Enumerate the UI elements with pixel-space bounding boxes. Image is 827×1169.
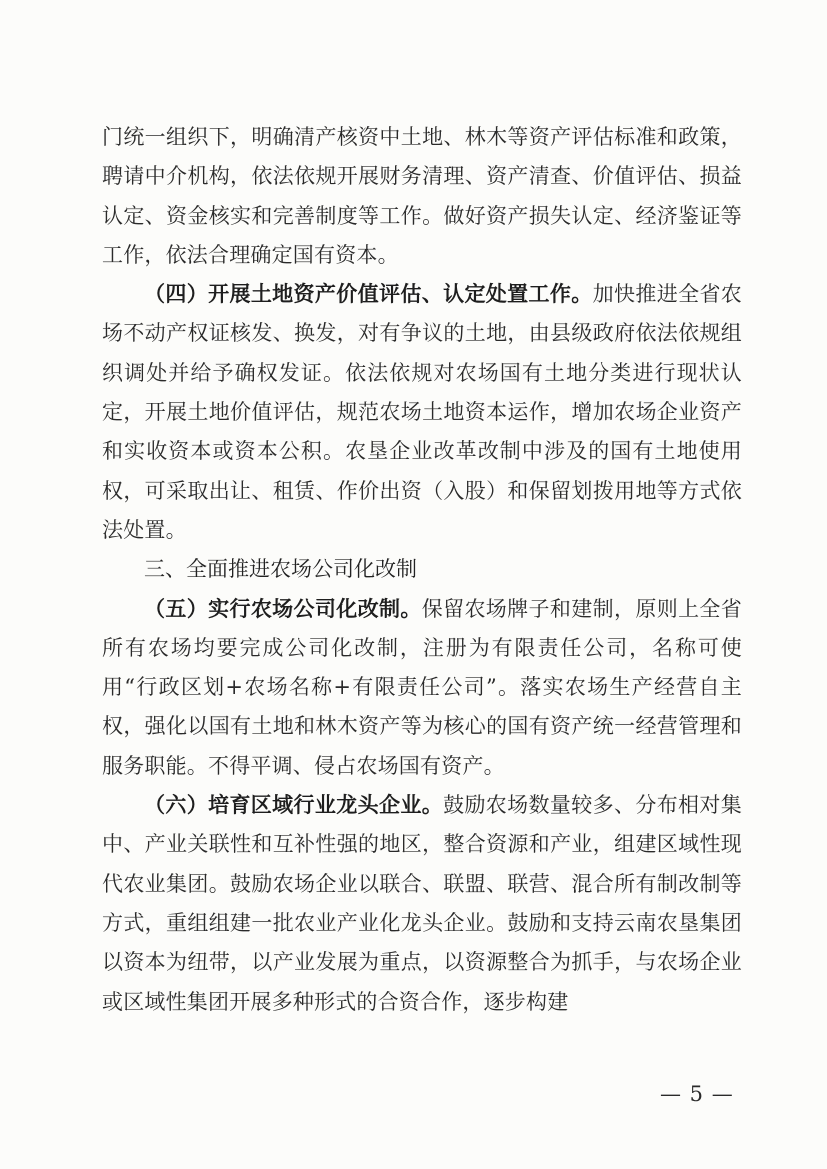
page-number: — 5 —: [660, 1082, 734, 1106]
paragraph-leading-enterprises: [102, 786, 742, 1022]
paragraph-text: 加快推进全省农场不动产权证核发、换发，对有争议的土地，由县级政府依法依规组织调处并给予确权发证。依法依规对农场国有土地分类进行现状认定，开展土地价值评估，规范农场土地资本运作，增加农场企业资产和实收资本或资本公积。农垦企业改革改制中涉及的国有土地使用权，可采取出让、租赁、作价出资（入股）和保留划拨用地等方式依法处置。: [102, 282, 743, 542]
paragraph-lead-heading: （四）开展土地资产价值评估、认定处置工作。: [144, 282, 593, 307]
document-body: [102, 118, 742, 1022]
paragraph-lead-heading: （五）实行农场公司化改制。: [144, 596, 422, 621]
paragraph-text: 鼓励农场数量较多、分布相对集中、产业关联性和互补性强的地区，整合资源和产业，组建区域性现代农业集团。鼓励农场企业以联合、联盟、联营、混合所有制改制等方式，重组组建一批农业产业化龙头企业。鼓励和支持云南农垦集团以资本为纽带，以产业发展为重点，以资源整合为抓手，与农场企业或区域性集团开展多种形式的合资合作，逐步构建: [102, 793, 742, 1014]
paragraph-land-asset-evaluation: [102, 275, 742, 550]
paragraph-continued: [102, 118, 742, 275]
paragraph-corporatization: [102, 590, 742, 786]
section-heading: 三、全面推进农场公司化改制: [144, 557, 417, 582]
paragraph-lead-heading: （六）培育区域行业龙头企业。: [144, 793, 444, 818]
paragraph-text: 保留农场牌子和建制，原则上全省所有农场均要完成公司化改制，注册为有限责任公司，名称可使用“行政区划+农场名称+有限责任公司”。落实农场生产经营自主权，强化以国有土地和林木资产等为核心的国有资产统一经营管理和服务职能。不得平调、侵占农场国有资产。: [102, 596, 742, 778]
paragraph-text: 门统一组织下，明确清产核资中土地、林木等资产评估标准和政策，聘请中介机构，依法依规开展财务清理、资产清查、价值评估、损益认定、资金核实和完善制度等工作。做好资产损失认定、经济鉴证等工作，依法合理确定国有资本。: [102, 125, 742, 267]
